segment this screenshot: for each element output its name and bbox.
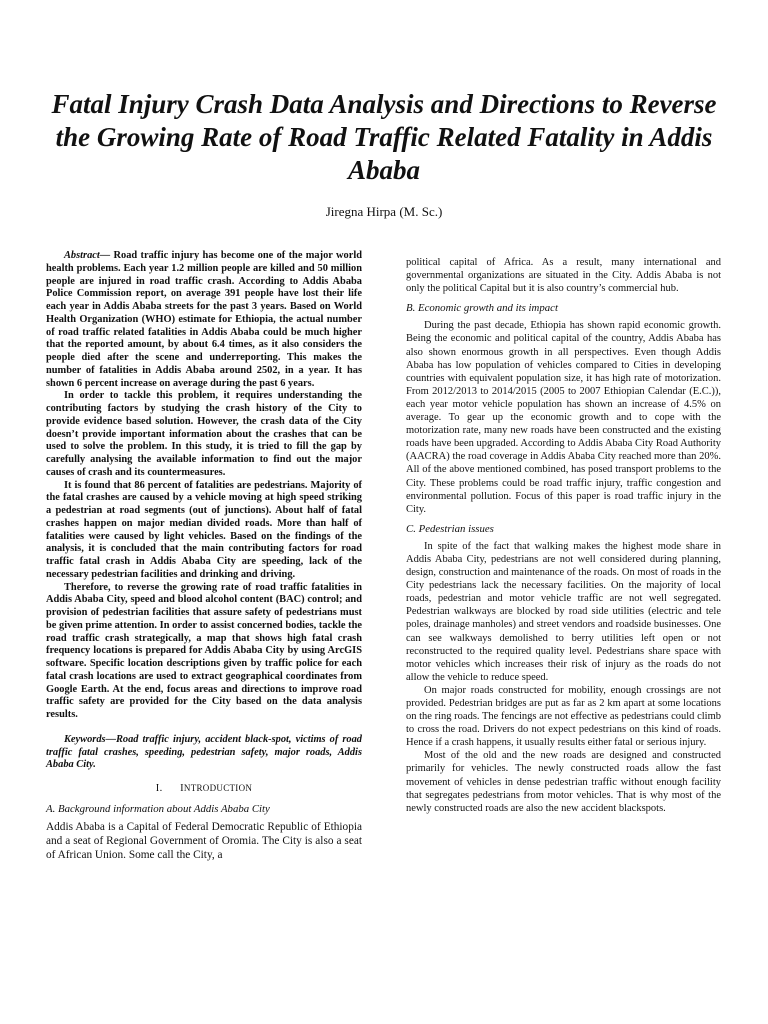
subsection-a-text: Addis Ababa is a Capital of Federal Democratic Republic of Ethiopia and a seat of Regional Government of Oromia. The City is also a seat of African Union. Some call the City, a — [46, 820, 362, 861]
section-first-letter: I — [180, 783, 184, 794]
abstract-text-1: Road traffic injury has become one of the major world health problems. Each year 1.2 million people are killed and 50 million people are injured in road traffic crash. According to Addis Ababa Police Commission report, on average 391 people have lost their life each year in Addis Ababa streets for the past 3 years. Based on World Health Organization (WHO) estimate for Ethiopia, the actual number of road traffic related fatalities in Addis Ababa could be much higher that the reported amount, by about 6.4 times, as it also considers the people died after the scene and underreporting. This makes the number of fatalities in Addis Ababa around 2502, in a year. It has shown 6 percent increase on average during the past 6 years. — [46, 250, 362, 389]
subsection-a-continued: political capital of Africa. As a result, many international and governmental organizations are situated in the City. Addis Ababa is not only the political Capital but it is also country’s commercial hub. — [406, 257, 721, 295]
section-heading-introduction — [46, 782, 362, 796]
subsection-c-paragraph-1: In spite of the fact that walking makes the highest mode share in Addis Ababa City, pedestrians are not well considered during planning, design, construction and maintenance of the roads. On most of roads in the City pedestrians lack the necessary facilities. On the majority of local roads, pedestrian and motor vehicle traffic are not well segregated. Pedestrian walkways are blocked by road side utilities (electric and tele poles, drainage manholes) and street vendors and roadside businesses. One can see walkways demolished to berry utilities left open or not reconstructed to the required quality level. Pedestrians share space with motor vehicles which increases their risk of injury as the roads do not allow the vehicle to reduce speed. — [406, 540, 721, 683]
keywords-paragraph — [46, 734, 362, 772]
subsection-c-paragraph-2: On major roads constructed for mobility, enough crossings are not provided. Pedestrian bridges are put as far as 2 km apart at some locations on the ring roads. The fencings are not effective as pedestrians could climb to cross the road. Drivers do not expect pedestrians on this kind of roads. Hence if a crash happens, it usually results either fatal or serious injury. — [406, 684, 721, 749]
abstract-paragraph-2: In order to tackle this problem, it requires understanding the contributing factors by studying the crash history of the City to provide evidence based solution. However, the crash data of the City doesn’t provide important information about the crashes that can be used to solve the problem. In this study, it is tried to fill the gap by carefully analysing the available information to find out the major causes of crash and its countermeasures. — [46, 390, 362, 478]
keywords-text: Road traffic injury, accident black-spot, victims of road traffic fatal crashes, speeding, pedestrian safety, major roads, Addis Ababa City. — [46, 733, 362, 771]
section-title-rest: NTRODUCTION — [183, 783, 253, 793]
abstract-paragraph-1 — [46, 250, 362, 390]
abstract-paragraph-4: Therefore, to reverse the growing rate of road traffic fatalities in Addis Ababa City, speed and blood alcohol content (BAC) control; and provision of pedestrian facilities that assure safety of pedestrians must be given prime attention. In order to assist concerned bodies, tackle the road traffic crash strategically, a map that shows high fatal crash frequency locations is prepared for Addis Ababa City by using ArcGIS software. Specific location descriptions given by traffic police for each fatal crash locations are used to extract geographical coordinates from Google Earth. At the end, focus areas and directions to improve road traffic safety are provided for the City based on the data analysis results. — [46, 581, 362, 720]
section-number: I. — [155, 783, 163, 794]
abstract-label: Abstract— — [64, 250, 111, 261]
subsection-b-text: During the past decade, Ethiopia has shown rapid economic growth. Being the economic and political capital of the country, Addis Ababa has also shown enormous growth in all perspectives. Even though Addis Ababa has low population of vehicles compared to Cities in developing countries with equivalent population size, it has high rate of motorization. From 2012/2013 to 2014/2015 (2005 to 2007 Ethiopian Calendar (E.C.)), each year motor vehicle population has shown an increase of 4.5% on average. To gear up the economic growth and to cope with the motorization rate, many new roads have been constructed and the existing roads have been upgraded. According to Addis Ababa City Road Authority (AACRA) the road coverage in Addis Ababa City reached more than 20%. All of the above mentioned combined, has posed transport problems to the City. These problems could be road traffic injury, traffic congestion and environmental pollution. Focus of this paper is road traffic injury in the City. — [406, 320, 721, 515]
paper-title: Fatal Injury Crash Data Analysis and Directions to Reverse the Growing Rate of Road Traffic Related Fatality in Addis Ababa — [51, 89, 717, 185]
keywords-label: Keywords— — [64, 733, 116, 745]
left-column — [46, 250, 362, 862]
subsection-c-paragraph-3: Most of the old and the new roads are designed and constructed primarily for vehicles. The newly constructed roads allow the fast movement of vehicles in dense pedestrian traffic without enough facility that segregates pedestrians from motor vehicles. That is why most of the newly constructed roads are also the new accident blackspots. — [406, 750, 721, 814]
subsection-c-title: C. Pedestrian issues — [406, 522, 494, 535]
right-column — [406, 256, 721, 815]
abstract-paragraph-3: It is found that 86 percent of fatalities are pedestrians. Majority of the fatal crashes are caused by a vehicle moving at high speed striking a pedestrian at road segments (out of junctions). About half of fatal crashes happen on major median divided roads. More than half of fatalities were caused by light vehicles. Based on the findings of the analysis, it is concluded that the main contributing factors for road traffic fatal crash in Addis Ababa City are speeding, lack of the necessary pedestrian facilities and drinking and driving. — [46, 479, 362, 580]
subsection-b-title: B. Economic growth and its impact — [406, 302, 558, 315]
author-line: Jiregna Hirpa (M. Sc.) — [325, 204, 443, 219]
subsection-a-title: A. Background information about Addis Ababa City — [46, 802, 270, 815]
